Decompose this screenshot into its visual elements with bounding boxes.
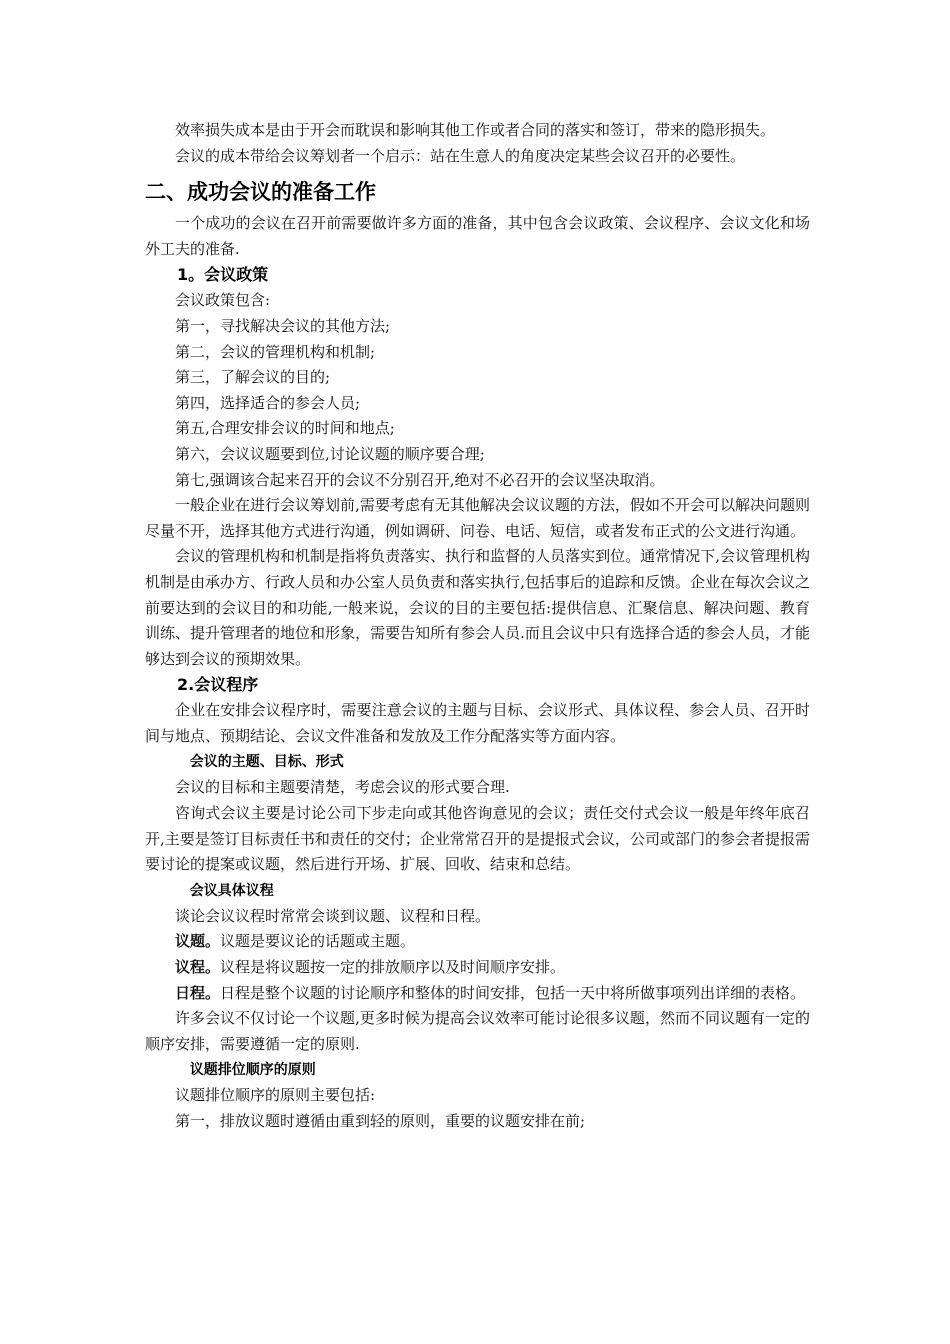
minor-heading: 议题排位顺序的原则 [189, 1062, 316, 1079]
list-item: 第三，了解会议的目的; [175, 368, 331, 387]
paragraph: 一般企业在进行会议筹划前,需要考虑有无其他解决会议议题的方法，假如不开会可以解决问题则尽量不开，选择其他方式进行沟通，例如调研、问卷、电话、短信，或者发布正式的公文进行沟通。 [145, 496, 810, 540]
minor-heading: 会议具体议程 [189, 882, 274, 899]
minor-heading: 会议的主题、目标、形式 [189, 754, 344, 771]
term-text: 日程是整个议题的讨论顺序和整体的时间安排，包括一天中将所做事项列出详细的表格。 [220, 983, 806, 1002]
paragraph: 会议的目标和主题要清楚，考虑会议的形式要合理. [175, 778, 510, 797]
term-paragraph [145, 981, 810, 1007]
paragraph: 咨询式会议主要是讨论公司下步走向或其他咨询意见的会议；责任交付式会议一般是年终年底召开,主要是签订目标责任书和责任的交付；企业常常召开的是提报式会议，公司或部门的参会者提报需要讨论的提案或议题，然后进行开场、扩展、回收、结束和总结。 [145, 804, 810, 874]
term-label: 议题。 [175, 932, 221, 951]
paragraph: 议题排位顺序的原则主要包括: [175, 1086, 376, 1105]
paragraph: 企业在安排会议程序时，需要注意会议的主题与目标、会议形式、具体议程、参会人员、召开时间与地点、预期结论、会议文件准备和发放及工作分配落实等方面内容。 [145, 701, 810, 745]
term-label: 议程。 [175, 958, 221, 977]
term-text: 议题是要议论的话题或主题。 [220, 932, 416, 951]
paragraph: 会议的管理机构和机制是指将负责落实、执行和监督的人员落实到位。通常情况下,会议管理机构机制是由承办方、行政人员和办公室人员负责和落实执行,包括事后的追踪和反馈。企业在每次会议之前要达到的会议目的和功能,一般来说，会议的目的主要包括:提供信息、汇聚信息、解决问题、教育训练、提升管理者的地位和形象，需要告知所有参会人员.而且会议中只有选择合适的参会人员，才能够达到会议的预期效果。 [145, 547, 810, 668]
paragraph: 效率损失成本是由于开会而耽误和影响其他工作或者合同的落实和签订，带来的隐形损失。 [175, 121, 776, 139]
paragraph: 谈论会议议程时常常会谈到议题、议程和日程。 [175, 906, 491, 925]
list-item: 第五,合理安排会议的时间和地点; [175, 419, 395, 438]
term-paragraph [145, 955, 810, 981]
paragraph: 会议的成本带给会议筹划者一个启示：站在生意人的角度决定某些会议召开的必要性。 [175, 146, 746, 165]
term-text: 议程是将议题按一定的排放顺序以及时间顺序安排。 [220, 958, 566, 977]
document-page [145, 118, 810, 1135]
section-heading: 二、成功会议的准备工作 [145, 180, 376, 205]
list-item: 第六，会议议题要到位,讨论议题的顺序要合理; [175, 444, 485, 463]
subsection-heading: 2.会议程序 [177, 675, 259, 695]
list-item: 第一，寻找解决会议的其他方法; [175, 316, 391, 335]
paragraph: 一个成功的会议在召开前需要做许多方面的准备，其中包含会议政策、会议程序、会议文化和场外工夫的准备. [145, 214, 810, 258]
paragraph: 会议政策包含: [175, 291, 271, 310]
list-item: 第七,强调该合起来召开的会议不分别召开,绝对不必召开的会议坚决取消。 [175, 470, 665, 489]
term-paragraph [145, 929, 810, 955]
list-item: 第一，排放议题时遵循由重到轻的原则，重要的议题安排在前; [175, 1112, 586, 1130]
list-item: 第四，选择适合的参会人员; [175, 393, 361, 412]
subsection-heading: 1。会议政策 [177, 265, 269, 285]
paragraph: 许多会议不仅讨论一个议题,更多时候为提高会议效率可能讨论很多议题，然而不同议题有一定的顺序安排，需要遵循一定的原则. [145, 1009, 810, 1053]
list-item: 第二，会议的管理机构和机制; [175, 342, 376, 361]
term-label: 日程。 [175, 983, 221, 1002]
